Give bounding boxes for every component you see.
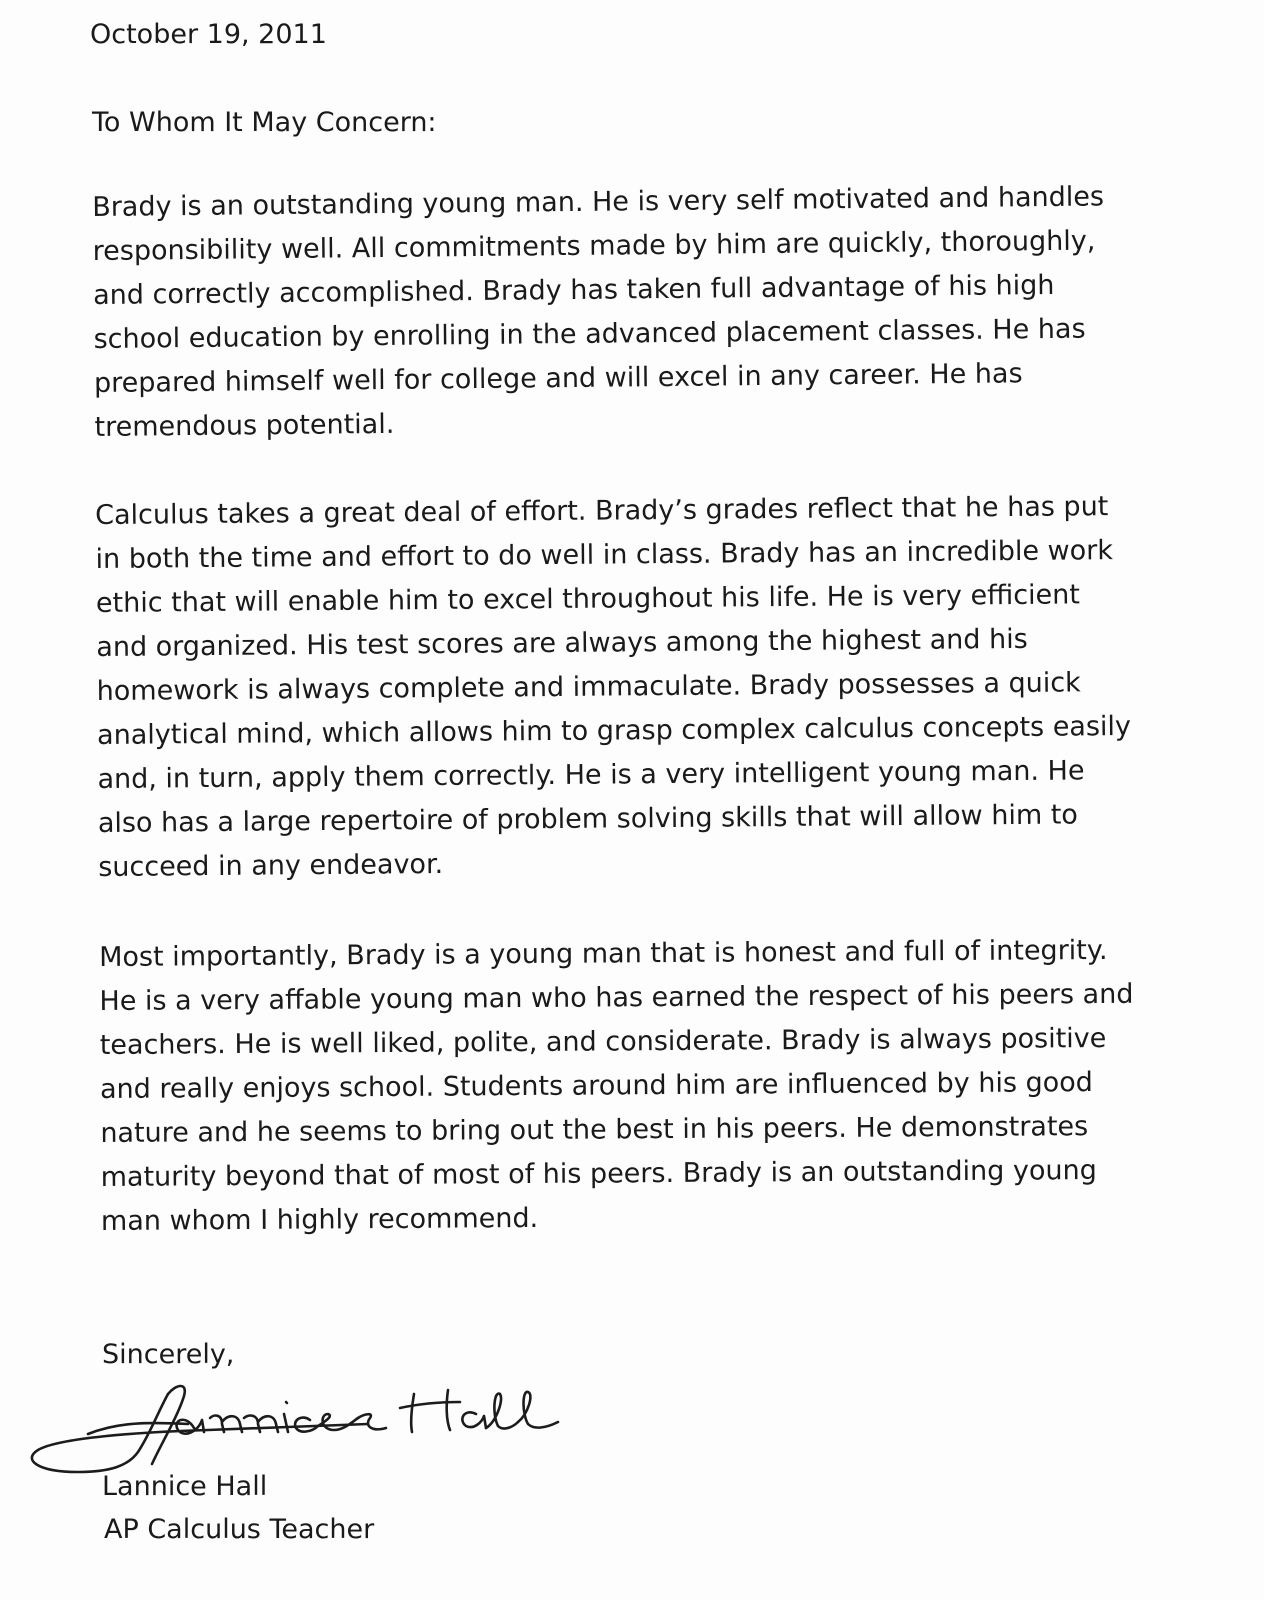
- paragraph-line: succeed in any endeavor.: [98, 848, 444, 883]
- signer-name: Lannice Hall: [102, 1471, 268, 1502]
- paragraph-line: prepared himself well for college and will excel in any career. He has: [93, 358, 1023, 399]
- paragraph-line: teachers. He is well liked, polite, and considerate. Brady is always positive: [99, 1022, 1107, 1061]
- paragraph-line: maturity beyond that of most of his peers. Brady is an outstanding young: [100, 1155, 1097, 1193]
- paragraph-line: also has a large repertoire of problem solving skills that will allow him to: [97, 799, 1078, 839]
- paragraph-line: and organized. His test scores are always among the highest and his: [96, 623, 1028, 663]
- paragraph-line: responsibility well. All commitments made by him are quickly, thoroughly,: [92, 225, 1096, 267]
- paragraph-line: Brady is an outstanding young man. He is very self motivated and handles: [92, 181, 1105, 223]
- paragraph-3: [99, 929, 1135, 1244]
- signature-icon: [18, 1372, 578, 1482]
- paragraph-line: nature and he seems to bring out the best in his peers. He demonstrates: [100, 1111, 1089, 1149]
- paragraph-line: and correctly accomplished. Brady has taken full advantage of his high: [92, 269, 1055, 311]
- paragraph-line: tremendous potential.: [94, 408, 395, 443]
- paragraph-2: [95, 485, 1132, 890]
- salutation: To Whom It May Concern:: [92, 107, 437, 138]
- closing: Sincerely,: [102, 1339, 235, 1370]
- paragraph-line: school education by enrolling in the advanced placement classes. He has: [93, 313, 1086, 355]
- paragraph-line: in both the time and effort to do well in class. Brady has an incredible work: [95, 535, 1114, 575]
- paragraph-1: [92, 175, 1107, 450]
- paragraph-line: man whom I highly recommend.: [100, 1202, 539, 1237]
- paragraph-line: analytical mind, which allows him to grasp complex calculus concepts easily: [96, 710, 1132, 751]
- paragraph-line: and, in turn, apply them correctly. He is a very intelligent young man. He: [97, 755, 1085, 795]
- paragraph-line: Most importantly, Brady is a young man that is honest and full of integrity.: [99, 934, 1108, 973]
- paragraph-line: and really enjoys school. Students around him are influenced by his good: [99, 1067, 1093, 1105]
- paragraph-line: homework is always complete and immaculate. Brady possesses a quick: [96, 667, 1081, 707]
- letter-date: October 19, 2011: [90, 19, 327, 50]
- signer-title: AP Calculus Teacher: [104, 1514, 375, 1545]
- paragraph-line: Calculus takes a great deal of effort. Brady’s grades reflect that he has put: [95, 491, 1109, 531]
- paragraph-line: He is a very affable young man who has earned the respect of his peers and: [99, 978, 1134, 1017]
- paragraph-line: ethic that will enable him to excel throughout his life. He is very efficient: [95, 579, 1081, 619]
